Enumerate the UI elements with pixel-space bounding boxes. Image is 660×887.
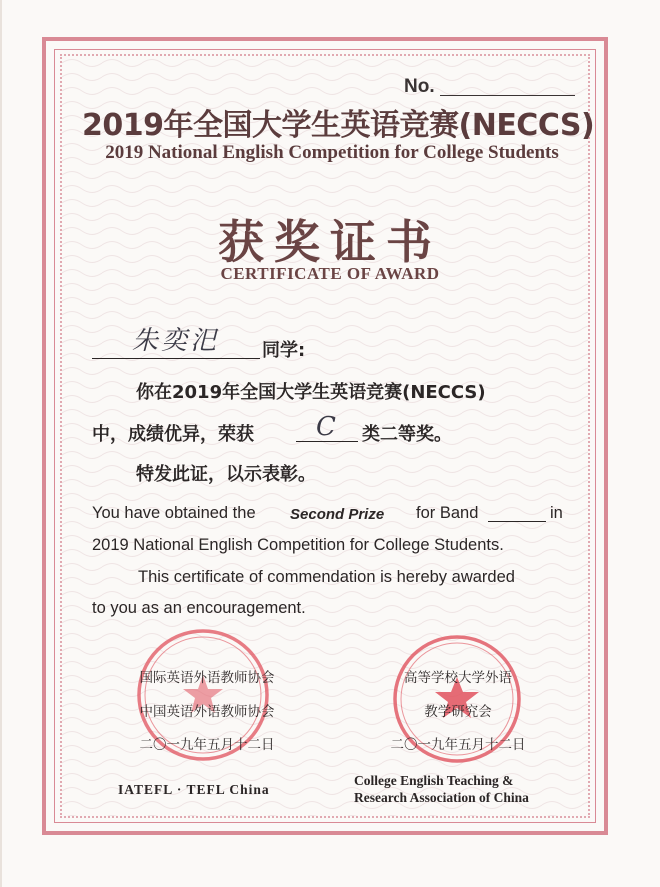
right-org-name-en-line1: College English Teaching &: [354, 773, 514, 788]
right-org-name-en-line2: Research Association of China: [354, 790, 529, 805]
body-en-line2: 2019 National English Competition for College Students.: [92, 536, 504, 554]
certificate-number-label: No.: [404, 76, 435, 97]
right-org-line1: 高等学校大学外语: [404, 670, 512, 686]
right-org-line2: 教学研究会: [424, 704, 492, 720]
body-cn-line2-suffix: 类二等奖。: [362, 424, 452, 445]
right-issue-date: 二〇一九年五月十二日: [390, 737, 526, 753]
award-heading-en: CERTIFICATE OF AWARD: [220, 264, 440, 283]
prize-name: Second Prize: [290, 506, 385, 523]
body-en-line4: to you as an encouragement.: [92, 599, 306, 617]
body-en-line1-suffix: in: [550, 504, 563, 522]
body-en-line1-mid: for Band: [416, 504, 479, 522]
body-en-line1-prefix: You have obtained the: [92, 504, 256, 522]
body-cn-line1: 你在2019年全国大学生英语竞赛(NECCS): [136, 382, 486, 403]
band-blank-en: [488, 521, 546, 522]
left-issue-date: 二〇一九年五月十二日: [139, 737, 275, 753]
body-cn-line3: 特发此证，以示表彰。: [136, 464, 316, 485]
body-cn-line2-prefix: 中，成绩优异，荣获: [92, 424, 254, 445]
recipient-name: 朱奕汜: [132, 326, 220, 356]
left-org-abbreviation: IATEFL · TEFL China: [118, 782, 270, 797]
recipient-name-line: [92, 358, 260, 359]
left-org-line1: 国际英语外语教师协会: [139, 670, 275, 686]
certificate-number-blank: [440, 95, 575, 96]
competition-title-en: 2019 National English Competition for College Students: [105, 142, 559, 163]
recipient-suffix: 同学:: [262, 340, 306, 361]
body-en-line3: This certificate of commendation is hereby awarded: [138, 568, 515, 586]
left-org-line2: 中国英语外语教师协会: [139, 704, 275, 720]
award-heading-cn: 获奖证书: [218, 215, 442, 269]
competition-title-cn: 2019年全国大学生英语竞赛(NECCS): [82, 108, 595, 143]
band-handwritten: C: [316, 412, 336, 442]
band-line: [296, 441, 358, 442]
scan-edge: [0, 0, 2, 887]
